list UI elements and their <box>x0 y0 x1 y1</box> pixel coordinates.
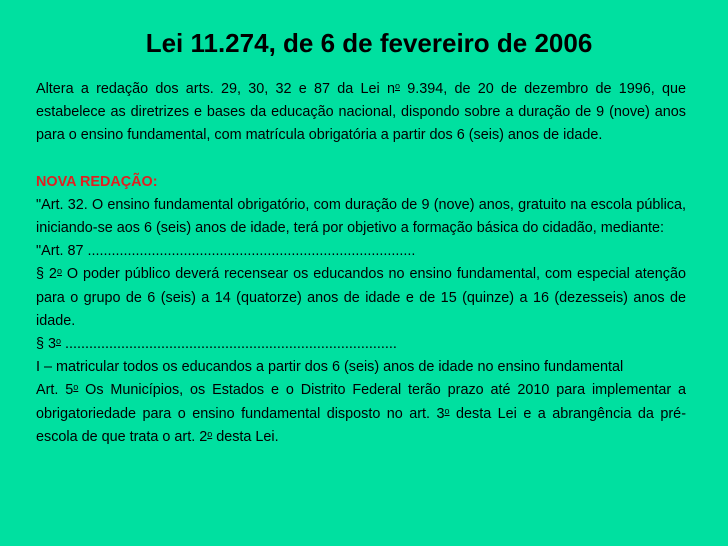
ordinal-mark: o <box>394 81 400 91</box>
art5-paragraph <box>36 379 686 449</box>
ordinal-mark: o <box>207 428 213 439</box>
art5-text-b: Os Municípios, os Estados e o Distrito Federal terão prazo até 2010 para implementar a obrigatoriedade para o ensino fundamental disposto no art. 3 <box>36 382 687 422</box>
par3-text-b: ................................................................................... <box>61 336 397 353</box>
ordinal-mark: o <box>56 266 62 277</box>
law-text <box>36 78 686 449</box>
par2-paragraph <box>36 263 686 333</box>
art87-paragraph: "Art. 87 .................................................................................. <box>36 243 416 260</box>
intro-text-b: 9.394, de 20 de dezembro de 1996, que estabelece as diretrizes e bases da educação nacional, dispondo sobre a duração de 9 (nove) anos para o ensino fundamental, com matrícula obrigatória a partir dos 6 (seis) anos de idade. <box>36 81 686 144</box>
intro-paragraph <box>36 78 686 148</box>
ordinal-mark: o <box>444 405 450 416</box>
art5-text-c: desta Lei e a abrangência da pré-escola de que trata o art. 2 <box>36 405 686 445</box>
ordinal-mark: o <box>73 382 79 393</box>
ordinal-mark: o <box>56 336 62 347</box>
par3-text-a: § 3 <box>36 336 57 353</box>
intro-text-a: Altera a redação dos arts. 29, 30, 32 e 87 da Lei n <box>36 81 395 97</box>
par3-paragraph <box>36 333 686 356</box>
page-title: Lei 11.274, de 6 de fevereiro de 2006 <box>145 28 593 58</box>
art5-text-d: desta Lei. <box>212 428 279 445</box>
section-heading: NOVA REDAÇÃO: <box>36 173 158 190</box>
par2-text-a: § 2 <box>36 266 57 283</box>
par2-text-b: O poder público deverá recensear os educandos no ensino fundamental, com especial atenção para o grupo de 6 (seis) a 14 (quatorze) anos de idade e de 15 (quinze) a 16 (dezesseis) anos de idade. <box>36 266 686 329</box>
art5-text-a: Art. 5 <box>36 382 74 399</box>
art32-paragraph: "Art. 32. O ensino fundamental obrigatório, com duração de 9 (nove) anos, gratuito na escola pública, iniciando-se aos 6 (seis) anos de idade, terá por objetivo a formação básica do cidadão, mediante: <box>36 196 686 237</box>
spacer <box>36 148 686 171</box>
item1-paragraph: I – matricular todos os educandos a partir dos 6 (seis) anos de idade no ensino fundamental <box>36 359 624 376</box>
